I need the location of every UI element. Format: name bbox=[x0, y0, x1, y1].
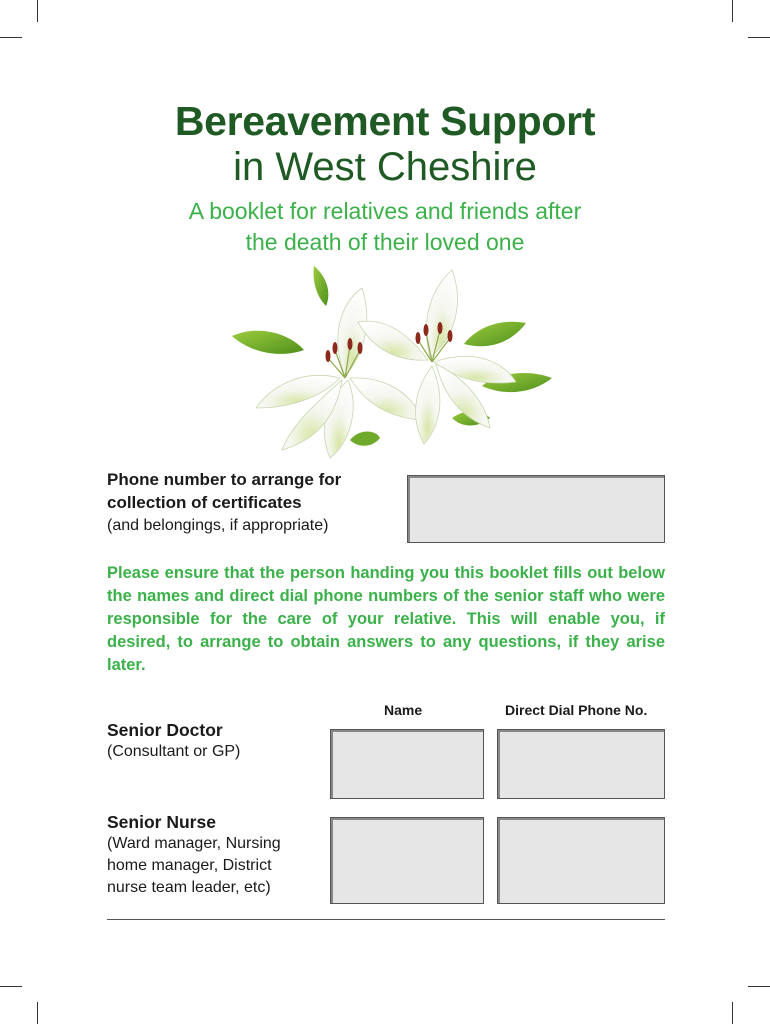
senior-nurse-phone-field[interactable] bbox=[497, 817, 665, 904]
subtitle-line1: A booklet for relatives and friends after bbox=[188, 198, 582, 224]
crop-mark-bl-v bbox=[37, 1002, 38, 1024]
crop-mark-tl-h bbox=[0, 37, 22, 38]
instructions-notice: Please ensure that the person handing you this booklet fills out below the names and direct dial phone numbers of the senior staff who were responsible for the care of your relative. This will enable you, if desired, to arrange to obtain answers to any questions, if they arise later. bbox=[107, 564, 665, 674]
white-lily-flowers-image bbox=[190, 258, 580, 468]
senior-nurse-detail-line1: (Ward manager, Nursing bbox=[107, 835, 281, 852]
page-title-line2: in West Cheshire bbox=[233, 145, 537, 189]
senior-doctor-name-field[interactable] bbox=[330, 729, 484, 799]
senior-doctor-phone-field[interactable] bbox=[497, 729, 665, 799]
column-header-name: Name bbox=[384, 702, 423, 718]
senior-doctor-label: Senior Doctor bbox=[107, 720, 223, 740]
page-title: Bereavement Support bbox=[174, 98, 596, 144]
senior-nurse-name-field[interactable] bbox=[330, 817, 484, 904]
crop-mark-tr-v bbox=[732, 0, 733, 22]
collection-label-line2: collection of certificates bbox=[107, 493, 302, 512]
crop-mark-tl-v bbox=[37, 0, 38, 22]
collection-note: (and belongings, if appropriate) bbox=[107, 517, 329, 534]
senior-nurse-detail-line2: home manager, District bbox=[107, 857, 272, 874]
collection-label: Phone number to arrange for bbox=[107, 470, 342, 489]
crop-mark-br-h bbox=[748, 986, 770, 987]
collection-phone-field[interactable] bbox=[407, 475, 665, 543]
senior-doctor-detail: (Consultant or GP) bbox=[107, 743, 241, 760]
senior-nurse-label: Senior Nurse bbox=[107, 812, 216, 832]
crop-mark-br-v bbox=[732, 1002, 733, 1024]
senior-nurse-detail-line3: nurse team leader, etc) bbox=[107, 879, 271, 896]
crop-mark-bl-h bbox=[0, 986, 22, 987]
subtitle-line2: the death of their loved one bbox=[245, 229, 525, 255]
crop-mark-tr-h bbox=[748, 37, 770, 38]
column-header-phone: Direct Dial Phone No. bbox=[505, 702, 648, 718]
bottom-divider bbox=[107, 919, 665, 920]
